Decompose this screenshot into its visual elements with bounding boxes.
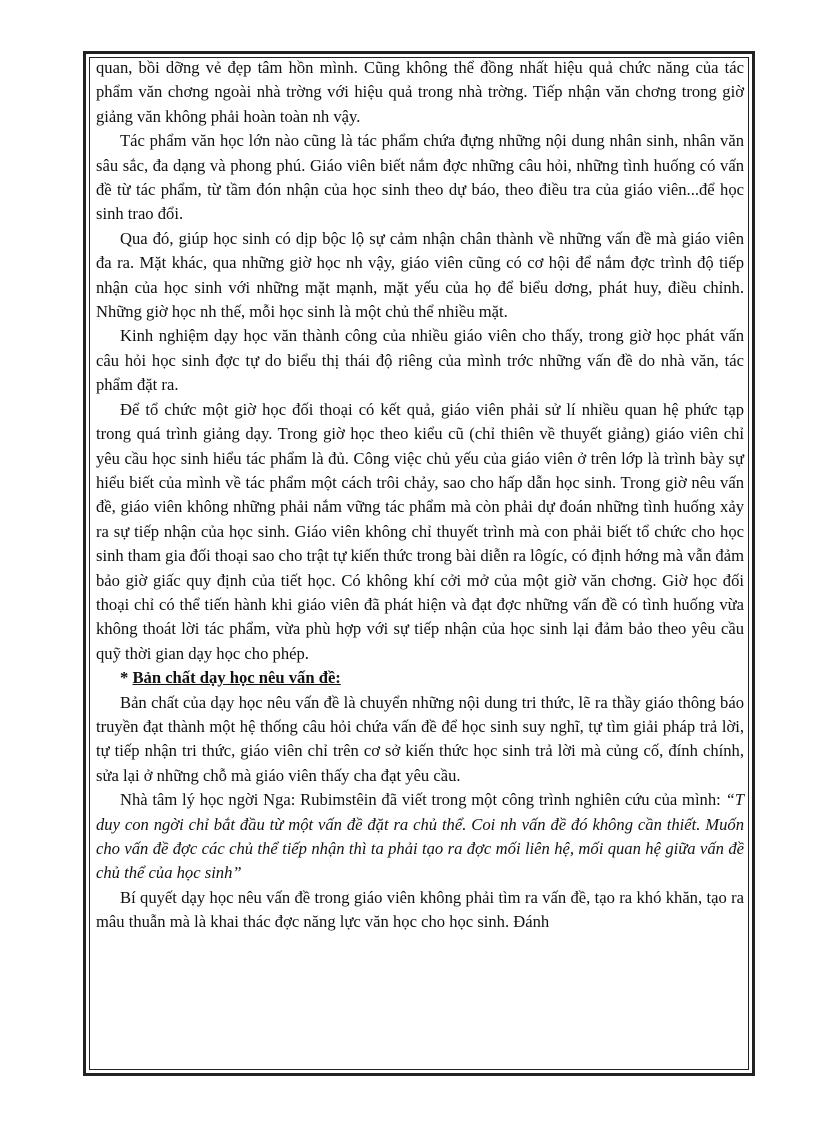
heading-text: Bản chất dạy học nêu vấn đề: [132, 668, 341, 688]
paragraph-with-quote [96, 788, 744, 886]
paragraph: quan, bồi dỡng vẻ đẹp tâm hồn mình. Cũng không thể đồng nhất hiệu quả chức năng của tác phẩm văn chơng ngoài nhà trờng với hiệu quả trong nhà trờng. Tiếp nhận văn chơng trong giờ giảng văn không phải hoàn toàn nh vậy. [96, 58, 744, 126]
paragraph: Bản chất của dạy học nêu vấn đề là chuyển những nội dung tri thức, lẽ ra thầy giáo thông báo truyền đạt thành một hệ thống câu hỏi chứa vấn đề để học sinh suy nghĩ, tự tìm giải pháp trả lời, tự tiếp nhận tri thức, giáo viên chỉ trên cơ sở kiến thức học sinh trả lời mà củng cố, đính chính, sửa lại ở những chỗ mà giáo viên thấy cha đạt yêu cầu. [96, 692, 744, 785]
section-heading [96, 666, 744, 690]
paragraph: Để tổ chức một giờ học đối thoại có kết quả, giáo viên phải sử lí nhiều quan hệ phức tạp trong quá trình giảng dạy. Trong giờ học theo kiểu cũ (chỉ thiên về thuyết giảng) giáo viên chỉ yêu cầu học sinh hiểu tác phẩm là đủ. Công việc chủ yếu của giáo viên ở trên lớp là trình bày sự hiểu biết của mình về tác phẩm một cách trôi chảy, sao cho hấp dẫn học sinh. Trong giờ nêu vấn đề, giáo viên không những phải nắm vững tác phẩm mà còn phải dự đoán những tình huống xảy ra sự tiếp nhận của học sinh. Giáo viên không chỉ thuyết trình mà con phải biết tổ chức cho học sinh tham gia đối thoại sao cho trật tự kiến thức trong bài diễn ra lôgíc, có định hớng mà vẫn đảm bảo giờ giấc quy định của tiết học. Có không khí cởi mở của một giờ văn chơng. Giờ học đối thoại chỉ có thể tiến hành khi giáo viên đã phát hiện và đạt đợc những vấn đề có tình huống vừa không thoát lời tác phẩm, vừa phù hợp với sự tiếp nhận của học sinh lại đảm bảo theo yêu cầu quỹ thời gian dạy học cho phép. [96, 399, 744, 663]
document-body [96, 56, 744, 935]
quotation: “T duy con ngời chỉ bắt đầu từ một vấn đề đặt ra chủ thể. Coi nh vấn đề đó không cần thiết. Muốn cho vấn đề đợc các chủ thể tiếp nhận thì ta phải tạo ra đợc mối liên hệ, mối quan hệ giữa vấn đề chủ thể của học sinh” [96, 790, 744, 883]
quote-intro: Nhà tâm lý học ngời Nga: Rubimstêin đã viết trong một công trình nghiên cứu của mình: [120, 790, 726, 810]
paragraph: Tác phẩm văn học lớn nào cũng là tác phẩm chứa đựng những nội dung nhân sinh, nhân văn sâu sắc, đa dạng và phong phú. Giáo viên biết nắm đợc những câu hỏi, những tình huống có vấn đề từ tác phẩm, từ tầm đón nhận của học sinh theo dự báo, theo điều tra của giáo viên...để học sinh trao đổi. [96, 131, 744, 224]
paragraph: Qua đó, giúp học sinh có dịp bộc lộ sự cảm nhận chân thành về những vấn đề mà giáo viên đa ra. Mặt khác, qua những giờ học nh vậy, giáo viên cũng có cơ hội để nắm đợc trình độ tiếp nhận của học sinh với những mặt mạnh, mặt yếu của họ để biểu dơng, phát huy, điều chỉnh. Những giờ học nh thế, mỗi học sinh là một chủ thể nhiều mặt. [96, 228, 744, 322]
paragraph: Bí quyết dạy học nêu vấn đề trong giáo viên không phải tìm ra vấn đề, tạo ra khó khăn, tạo ra mâu thuẫn mà là khai thác đợc năng lực văn học cho học sinh. Đánh [96, 887, 744, 932]
heading-bullet: * [120, 668, 133, 688]
paragraph: Kinh nghiệm dạy học văn thành công của nhiều giáo viên cho thấy, trong giờ học phát vấn câu hỏi học sinh đợc tự do biểu thị thái độ riêng của mình trớc những vấn đề do nhà văn, tác phẩm đặt ra. [96, 326, 744, 395]
